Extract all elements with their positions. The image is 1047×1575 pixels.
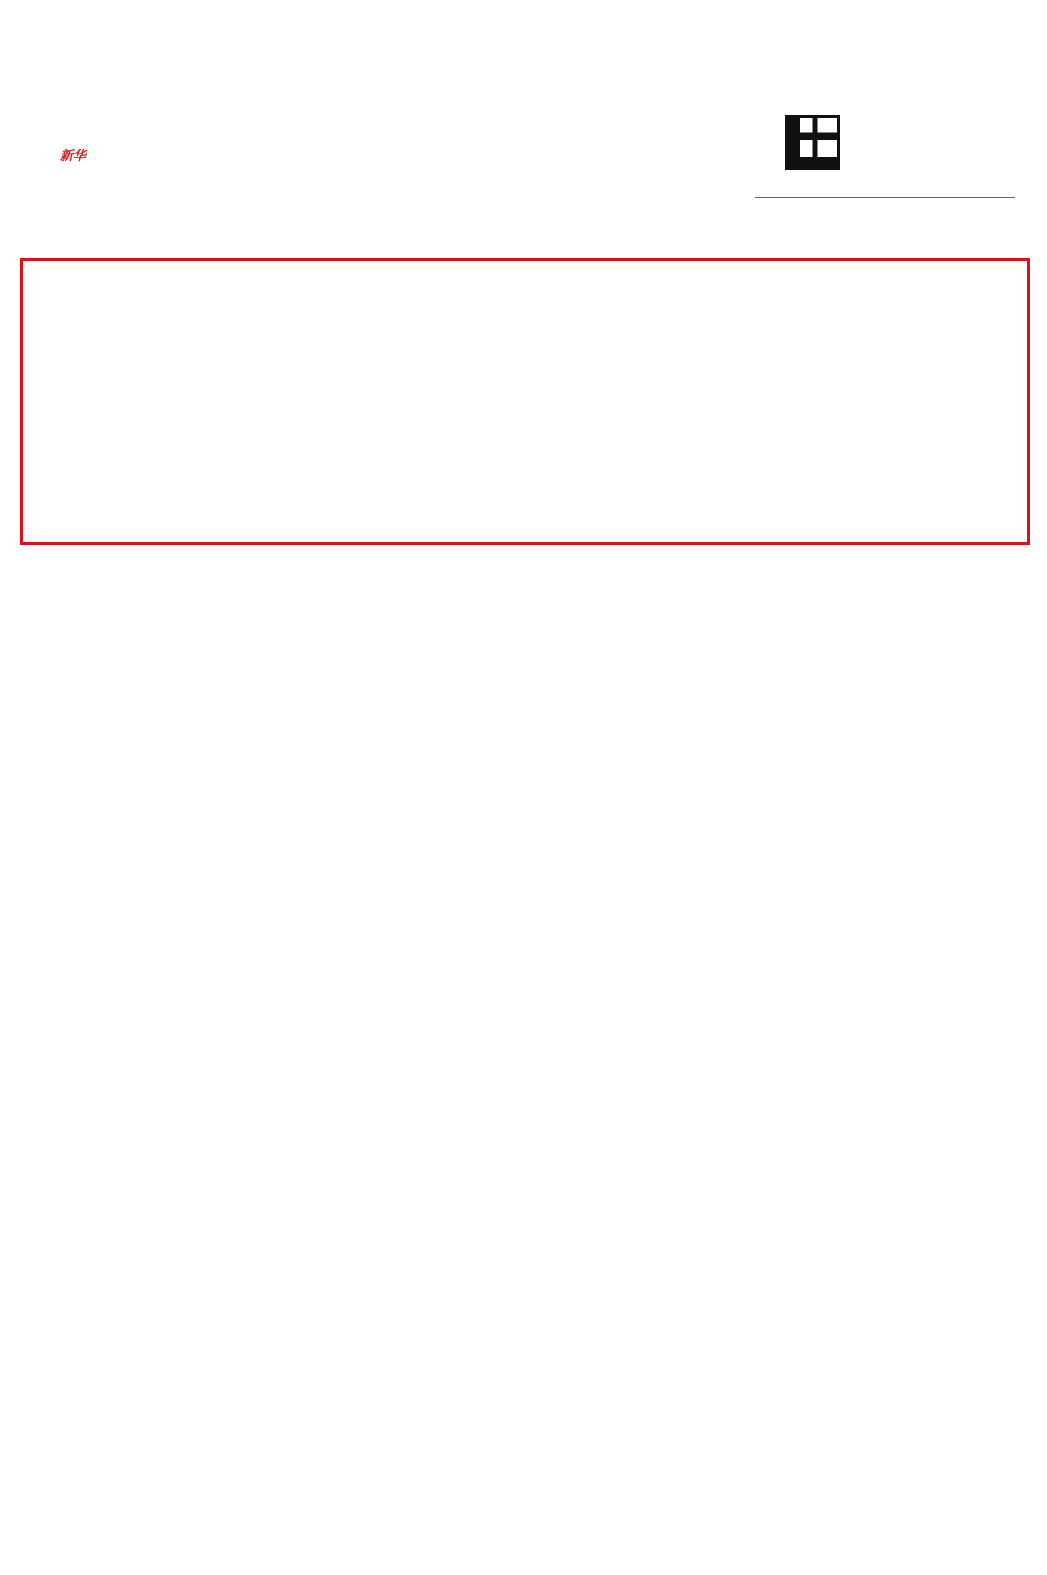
xinhua-mark: 新华 bbox=[60, 149, 87, 164]
editor-note bbox=[38, 378, 186, 593]
sponsor-line-1 bbox=[60, 145, 290, 164]
publisher-block bbox=[60, 140, 290, 169]
masthead-divider bbox=[755, 197, 1015, 198]
qr-code-icon[interactable] bbox=[785, 115, 840, 170]
